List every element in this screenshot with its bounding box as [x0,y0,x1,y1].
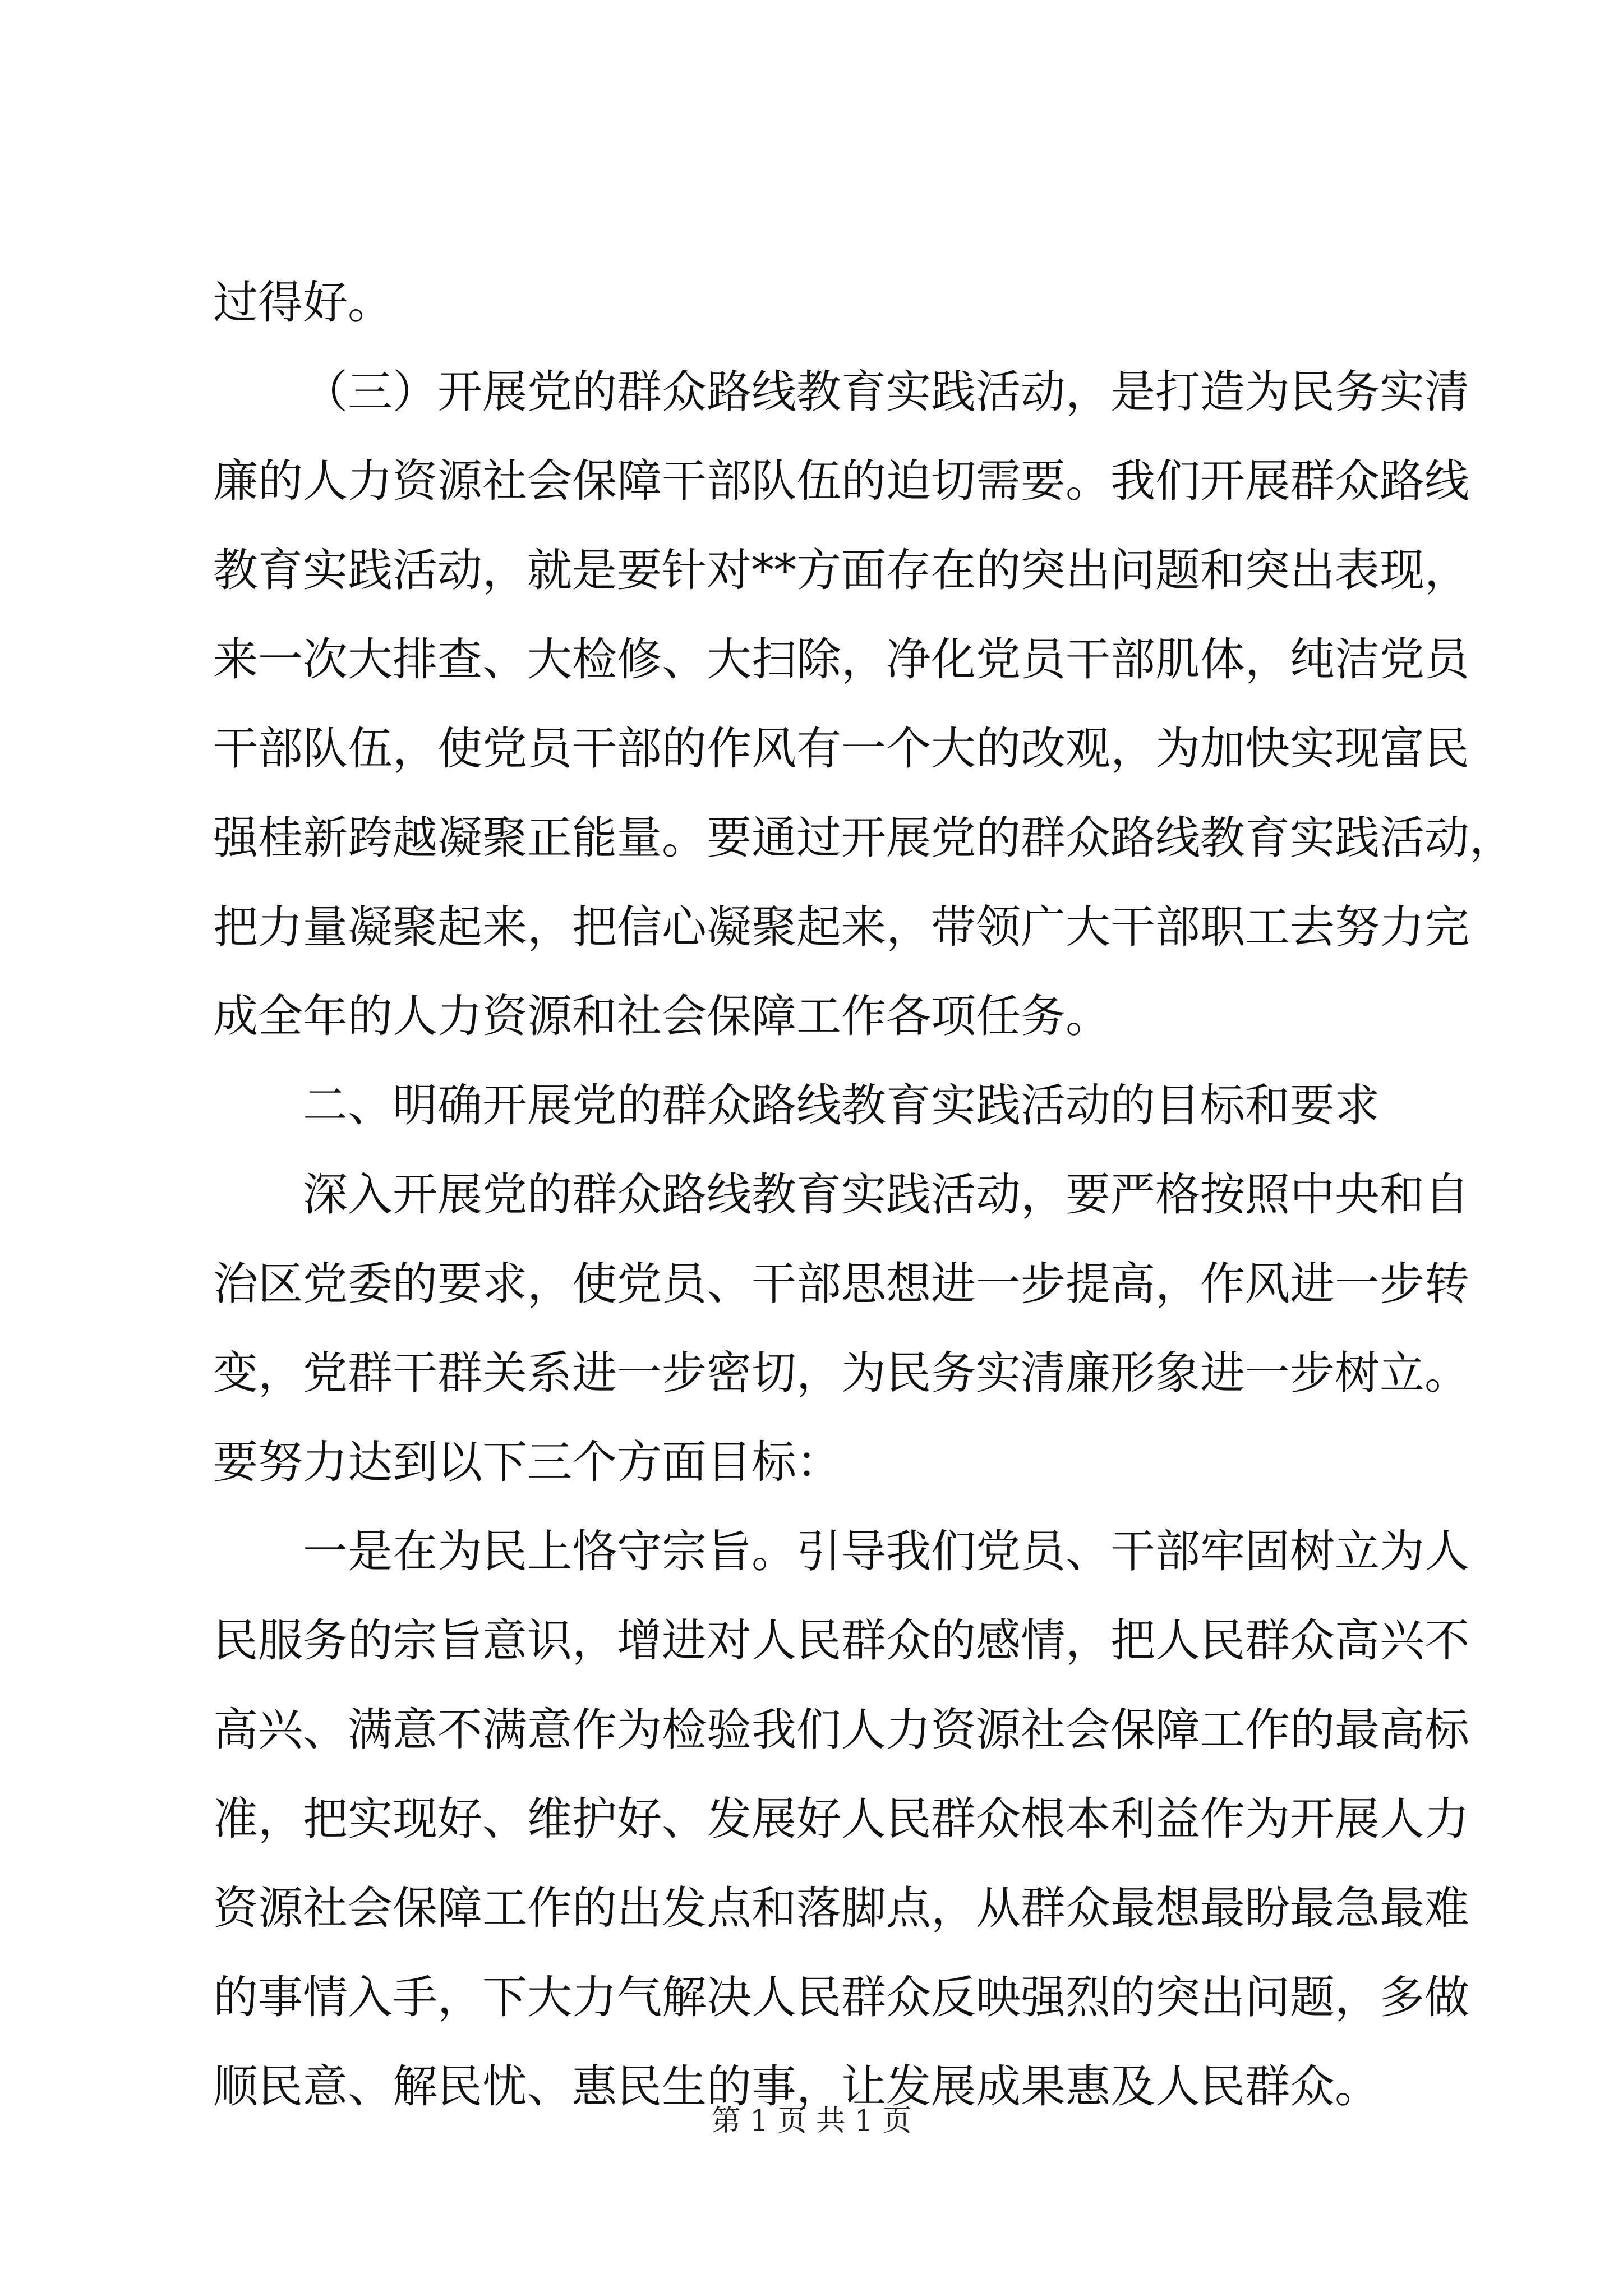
text-line: 来一次大排查、大检修、大扫除，净化党员干部肌体，纯洁党员 [213,633,1469,685]
text-line: 资源社会保障工作的出发点和落脚点，从群众最想最盼最急最难 [213,1882,1469,1934]
text-line: 顺民意、解民忧、惠民生的事，让发展成果惠及人民群众。 [213,2060,1380,2113]
text-line: 要努力达到以下三个方面目标： [213,1436,841,1488]
text-line: 治区党委的要求，使党员、干部思想进一步提高，作风进一步转 [213,1258,1469,1310]
text-line: 成全年的人力资源和社会保障工作各项任务。 [213,990,1110,1042]
text-line: 过得好。 [213,277,393,329]
section-heading: 二、明确开展党的群众路线教育实践活动的目标和要求 [303,1079,1380,1131]
text-line: 高兴、满意不满意作为检验我们人力资源社会保障工作的最高标 [213,1704,1469,1756]
text-line: 干部队伍，使党员干部的作风有一个大的改观，为加快实现富民 [213,723,1469,775]
text-line: 一是在为民上恪守宗旨。引导我们党员、干部牢固树立为人 [303,1525,1469,1577]
text-line: 教育实践活动，就是要针对**方面存在的突出问题和突出表现， [213,544,1469,596]
text-line: 深入开展党的群众路线教育实践活动，要严格按照中央和自 [303,1168,1469,1221]
text-line: 民服务的宗旨意识，增进对人民群众的感情，把人民群众高兴不 [213,1614,1469,1667]
text-line: （三）开展党的群众路线教育实践活动，是打造为民务实清 [303,366,1469,418]
document-body [213,258,1514,2131]
text-line: 把力量凝聚起来，把信心凝聚起来，带领广大干部职工去努力完 [213,901,1469,953]
text-line: 强桂新跨越凝聚正能量。要通过开展党的群众路线教育实践活动， [213,812,1514,864]
text-line: 廉的人力资源社会保障干部队伍的迫切需要。我们开展群众路线 [213,455,1469,507]
text-line: 的事情入手，下大力气解决人民群众反映强烈的突出问题，多做 [213,1971,1469,2023]
text-line: 变，党群干群关系进一步密切，为民务实清廉形象进一步树立。 [213,1347,1469,1399]
page-footer: 第 1 页 共 1 页 [711,2104,912,2138]
text-line: 准，把实现好、维护好、发展好人民群众根本利益作为开展人力 [213,1793,1469,1845]
